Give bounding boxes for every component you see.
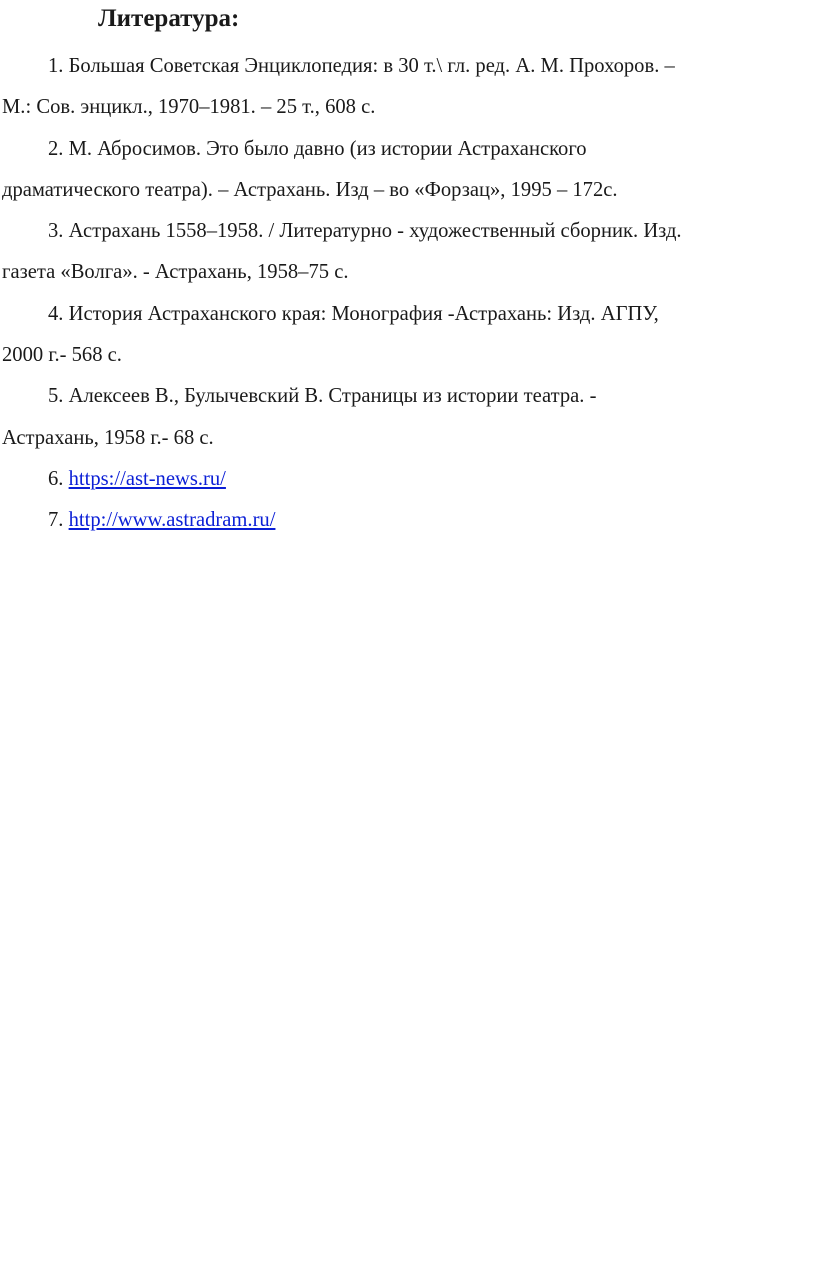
reference-line [2,129,814,170]
reference-line [2,294,814,335]
reference-continuation: Астрахань, 1958 г.- 68 с. [2,426,214,449]
reference-continuation: 2000 г.- 568 с. [2,344,122,367]
reference-text: М. Абросимов. Это было давно (из истории Астраханского [68,137,587,160]
reference-continuation: драматического театра). – Астрахань. Изд – во «Форзац», 1995 – 172с. [2,178,618,201]
reference-item-7 [2,500,814,541]
reference-number: 6. [48,467,64,490]
reference-continuation: газета «Волга». - Астрахань, 1958–75 с. [2,261,349,284]
reference-line [2,500,814,541]
reference-text: Большая Советская Энциклопедия: в 30 т.\ гл. ред. А. М. Прохоров. – [68,55,675,77]
reference-list [2,46,814,542]
reference-item-1 [2,46,814,129]
reference-line [2,376,814,417]
reference-continuation: М.: Сов. энцикл., 1970–1981. – 25 т., 608 с. [2,96,376,119]
reference-text: Астрахань 1558–1958. / Литературно - художественный сборник. Изд. [68,220,682,243]
reference-item-4 [2,294,814,377]
reference-line [2,211,814,252]
reference-text: История Астраханского края: Монография -Астрахань: Изд. АГПУ, [68,302,659,325]
reference-link-astradram[interactable]: http://www.astradram.ru/ [68,509,276,532]
reference-item-6 [2,459,814,500]
reference-number: 7. [48,509,64,532]
reference-link-ast-news[interactable]: https://ast-news.ru/ [68,467,226,490]
reference-number: 5. [48,385,64,408]
reference-text: Алексеев В., Булычевский В. Страницы из истории театра. - [68,385,597,408]
reference-number: 4. [48,302,64,325]
reference-item-2 [2,129,814,212]
page-title: Литература: [98,5,240,32]
reference-item-3 [2,211,814,294]
reference-line [2,459,814,500]
reference-number: 3. [48,220,64,243]
reference-item-5 [2,376,814,459]
reference-line [2,46,814,87]
reference-number: 1. [48,55,64,77]
reference-number: 2. [48,137,64,160]
